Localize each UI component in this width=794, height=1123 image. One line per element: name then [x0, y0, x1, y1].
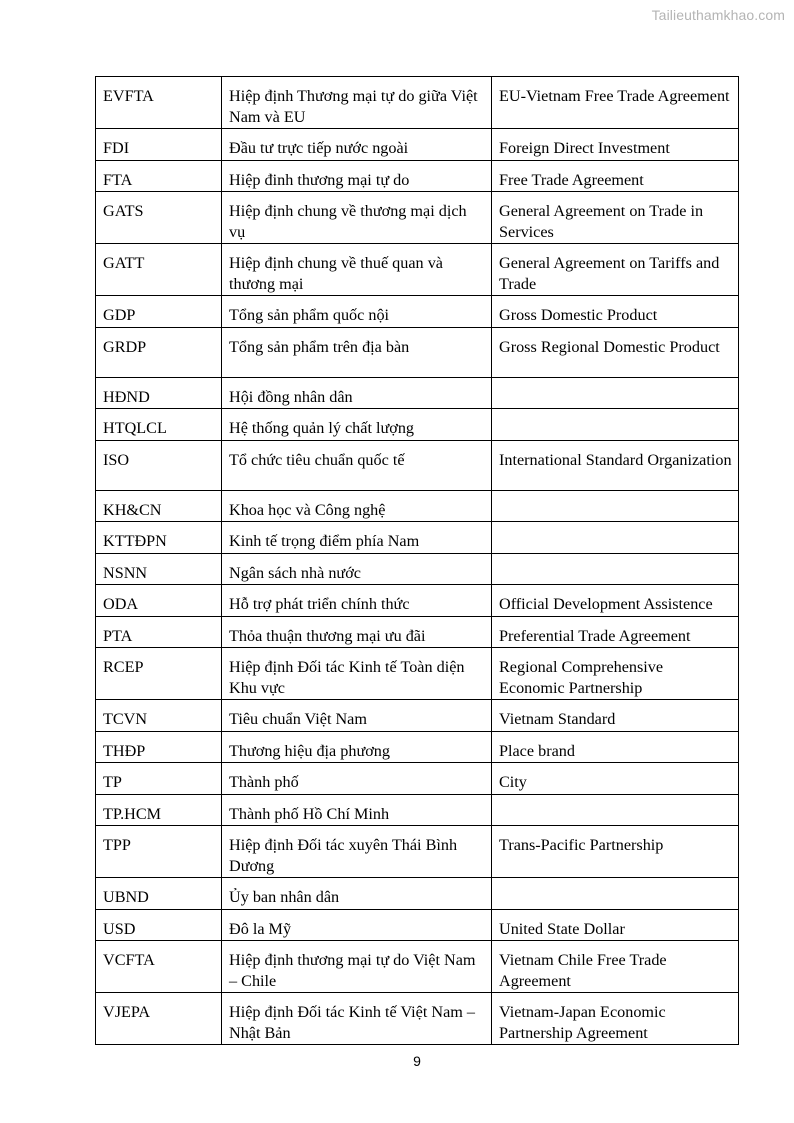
table-row [96, 327, 739, 377]
english-term-cell: United State Dollar [492, 909, 739, 941]
table-row [96, 440, 739, 490]
english-term-cell [492, 553, 739, 585]
table-row [96, 409, 739, 441]
vietnamese-term-cell: Đô la Mỹ [222, 909, 492, 941]
table-row [96, 377, 739, 409]
table-row [96, 731, 739, 763]
vietnamese-term-cell: Thỏa thuận thương mại ưu đãi [222, 616, 492, 648]
table-row [96, 522, 739, 554]
vietnamese-term-cell: Hiệp định Đối tác Kinh tế Toàn diện Khu vực [222, 648, 492, 700]
english-term-cell: EU-Vietnam Free Trade Agreement [492, 77, 739, 129]
english-term-cell: Official Development Assistence [492, 585, 739, 617]
abbreviation-table [95, 76, 739, 1045]
abbreviation-cell: TPP [96, 826, 222, 878]
vietnamese-term-cell: Kinh tế trọng điểm phía Nam [222, 522, 492, 554]
vietnamese-term-cell: Tổ chức tiêu chuẩn quốc tế [222, 440, 492, 490]
english-term-cell: General Agreement on Tariffs and Trade [492, 244, 739, 296]
english-term-cell: Vietnam-Japan Economic Partnership Agreement [492, 993, 739, 1045]
english-term-cell [492, 409, 739, 441]
abbreviation-cell: KH&CN [96, 490, 222, 522]
abbreviation-cell: GRDP [96, 327, 222, 377]
english-term-cell: Regional Comprehensive Economic Partnership [492, 648, 739, 700]
abbreviation-cell: VJEPA [96, 993, 222, 1045]
vietnamese-term-cell: Hiệp đinh thương mại tự do [222, 160, 492, 192]
abbreviation-cell: UBND [96, 878, 222, 910]
abbreviation-cell: PTA [96, 616, 222, 648]
table-row [96, 160, 739, 192]
table-row [96, 129, 739, 161]
table-row [96, 993, 739, 1045]
english-term-cell: Foreign Direct Investment [492, 129, 739, 161]
english-term-cell [492, 490, 739, 522]
abbreviation-cell: EVFTA [96, 77, 222, 129]
english-term-cell: Place brand [492, 731, 739, 763]
english-term-cell: General Agreement on Trade in Services [492, 192, 739, 244]
english-term-cell: City [492, 763, 739, 795]
table-row [96, 244, 739, 296]
english-term-cell: International Standard Organization [492, 440, 739, 490]
abbreviation-cell: ODA [96, 585, 222, 617]
vietnamese-term-cell: Khoa học và Công nghệ [222, 490, 492, 522]
table-row [96, 794, 739, 826]
english-term-cell [492, 794, 739, 826]
abbreviation-cell: GDP [96, 296, 222, 328]
abbreviation-cell: TP.HCM [96, 794, 222, 826]
abbreviation-cell: ISO [96, 440, 222, 490]
table-row [96, 77, 739, 129]
table-row [96, 909, 739, 941]
abbreviation-cell: FDI [96, 129, 222, 161]
vietnamese-term-cell: Thành phố [222, 763, 492, 795]
table-row [96, 700, 739, 732]
vietnamese-term-cell: Hiệp định thương mại tự do Việt Nam – Chile [222, 941, 492, 993]
abbreviation-cell: GATS [96, 192, 222, 244]
abbreviation-cell: HTQLCL [96, 409, 222, 441]
english-term-cell [492, 377, 739, 409]
vietnamese-term-cell: Hiệp định Thương mại tự do giữa Việt Nam và EU [222, 77, 492, 129]
vietnamese-term-cell: Ngân sách nhà nước [222, 553, 492, 585]
english-term-cell: Gross Regional Domestic Product [492, 327, 739, 377]
english-term-cell: Vietnam Standard [492, 700, 739, 732]
abbreviation-cell: NSNN [96, 553, 222, 585]
english-term-cell: Preferential Trade Agreement [492, 616, 739, 648]
vietnamese-term-cell: Hỗ trợ phát triển chính thức [222, 585, 492, 617]
vietnamese-term-cell: Hội đồng nhân dân [222, 377, 492, 409]
abbreviation-cell: RCEP [96, 648, 222, 700]
vietnamese-term-cell: Hệ thống quản lý chất lượng [222, 409, 492, 441]
table-row [96, 553, 739, 585]
english-term-cell: Vietnam Chile Free Trade Agreement [492, 941, 739, 993]
watermark-text: Tailieuthamkhao.com [651, 7, 785, 23]
english-term-cell: Gross Domestic Product [492, 296, 739, 328]
abbreviation-cell: TCVN [96, 700, 222, 732]
table-row [96, 192, 739, 244]
table-row [96, 296, 739, 328]
english-term-cell [492, 878, 739, 910]
table-row [96, 616, 739, 648]
table-row [96, 826, 739, 878]
table-row [96, 763, 739, 795]
vietnamese-term-cell: Hiệp định chung về thuế quan và thương mại [222, 244, 492, 296]
table-row [96, 648, 739, 700]
vietnamese-term-cell: Ủy ban nhân dân [222, 878, 492, 910]
abbreviation-cell: VCFTA [96, 941, 222, 993]
table-row [96, 941, 739, 993]
table-row [96, 490, 739, 522]
abbreviation-cell: THĐP [96, 731, 222, 763]
vietnamese-term-cell: Hiệp định chung về thương mại dịch vụ [222, 192, 492, 244]
vietnamese-term-cell: Hiệp định Đối tác xuyên Thái Bình Dương [222, 826, 492, 878]
vietnamese-term-cell: Hiệp định Đối tác Kinh tế Việt Nam – Nhật Bản [222, 993, 492, 1045]
table-row [96, 585, 739, 617]
vietnamese-term-cell: Thương hiệu địa phương [222, 731, 492, 763]
english-term-cell [492, 522, 739, 554]
vietnamese-term-cell: Tổng sản phẩm trên địa bàn [222, 327, 492, 377]
vietnamese-term-cell: Thành phố Hồ Chí Minh [222, 794, 492, 826]
vietnamese-term-cell: Tổng sản phẩm quốc nội [222, 296, 492, 328]
abbreviation-cell: FTA [96, 160, 222, 192]
abbreviation-cell: GATT [96, 244, 222, 296]
vietnamese-term-cell: Tiêu chuẩn Việt Nam [222, 700, 492, 732]
page-number: 9 [413, 1053, 421, 1069]
abbreviation-cell: USD [96, 909, 222, 941]
english-term-cell: Trans-Pacific Partnership [492, 826, 739, 878]
abbreviation-cell: TP [96, 763, 222, 795]
abbreviation-cell: KTTĐPN [96, 522, 222, 554]
english-term-cell: Free Trade Agreement [492, 160, 739, 192]
abbreviation-cell: HĐND [96, 377, 222, 409]
table-row [96, 878, 739, 910]
vietnamese-term-cell: Đầu tư trực tiếp nước ngoài [222, 129, 492, 161]
